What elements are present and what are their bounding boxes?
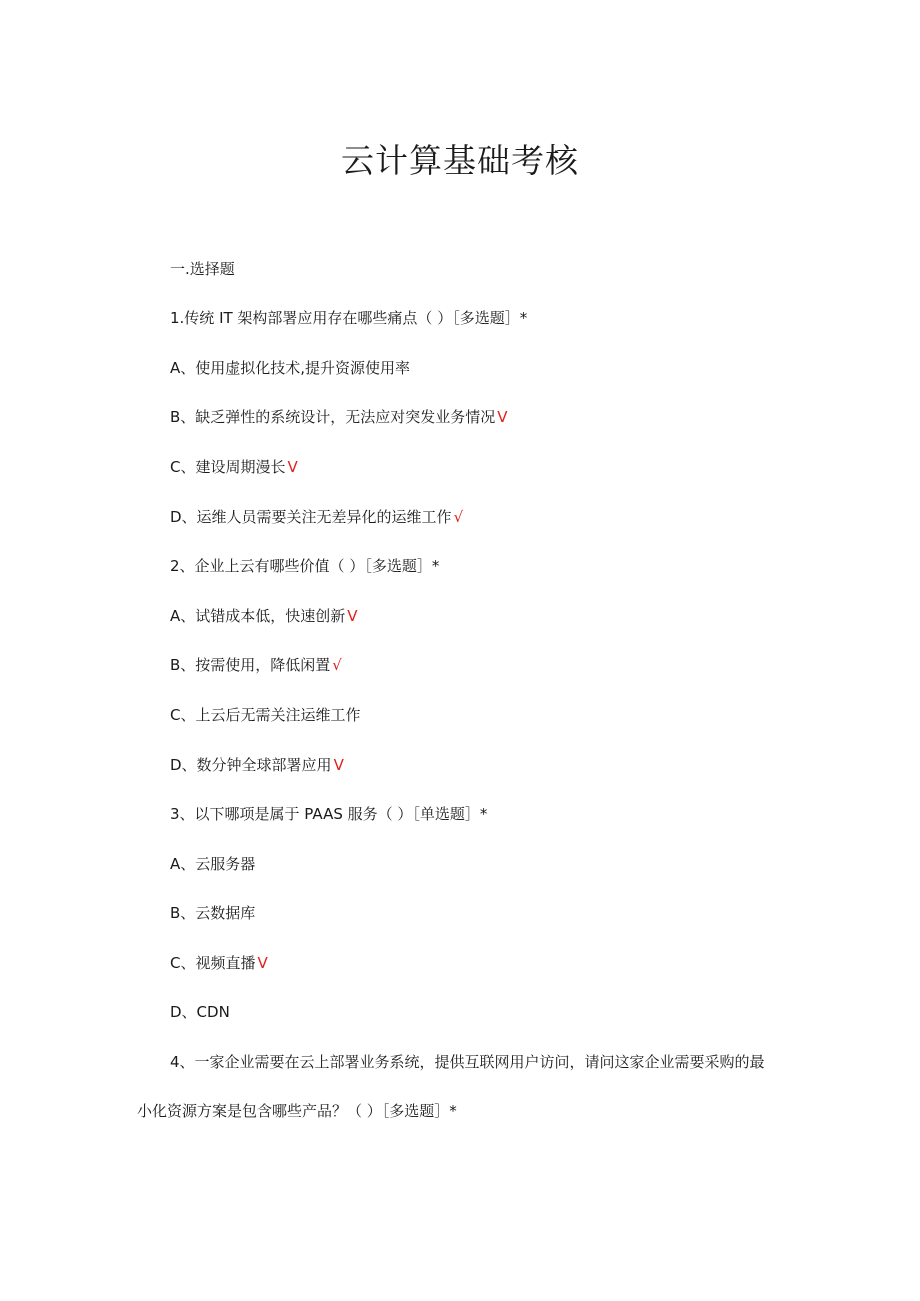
question-1-option-a [170, 357, 412, 379]
option-text: A、使用虚拟化技术,提升资源使用率 [170, 359, 411, 377]
question-2-option-d [170, 754, 344, 776]
answer-mark: V [497, 408, 508, 426]
section-heading: 一.选择题 [170, 260, 235, 278]
option-text: C、上云后无需关注运维工作 [170, 706, 361, 724]
option-text: B、云数据库 [170, 904, 256, 922]
question-3-option-d [170, 1001, 232, 1023]
question-1-stem: 1.传统 IT 架构部署应用存在哪些痛点（ ）［多选题］* [170, 309, 528, 327]
option-text: A、试错成本低，快速创新 [170, 607, 346, 625]
question-1-option-b [170, 406, 508, 428]
answer-mark: √ [332, 656, 342, 674]
question-1-option-d [170, 506, 463, 528]
option-text: D、运维人员需要关注无差异化的运维工作 [170, 508, 452, 526]
question-3-option-c [170, 952, 268, 974]
question-3-option-b [170, 902, 257, 924]
question-2-option-a [170, 605, 358, 627]
page-title: 云计算基础考核 [341, 141, 579, 180]
option-text: B、按需使用，降低闲置 [170, 656, 331, 674]
answer-mark: √ [453, 508, 464, 526]
option-text: D、CDN [170, 1003, 230, 1021]
question-2-option-b [170, 654, 342, 676]
question-1-option-c [170, 456, 298, 478]
question-3-option-a [170, 853, 257, 875]
question-4-stem-line-2: 小化资源方案是包含哪些产品？（ ）［多选题］* [137, 1102, 457, 1120]
question-2-option-c [170, 704, 362, 726]
question-2-stem: 2、企业上云有哪些价值（ ）［多选题］* [170, 557, 440, 575]
option-text: D、数分钟全球部署应用 [170, 756, 332, 774]
option-text: A、云服务器 [170, 855, 256, 873]
answer-mark: V [287, 458, 298, 476]
answer-mark: V [347, 607, 358, 625]
question-4-stem-line-1: 4、一家企业需要在云上部署业务系统，提供互联网用户访问，请问这家企业需要采购的最 [170, 1053, 765, 1071]
answer-mark: V [257, 954, 268, 972]
answer-mark: V [333, 756, 344, 774]
option-text: C、建设周期漫长 [170, 458, 286, 476]
option-text: C、视频直播 [170, 954, 256, 972]
option-text: B、缺乏弹性的系统设计，无法应对突发业务情况 [170, 408, 496, 426]
question-3-stem: 3、以下哪项是属于 PAAS 服务（ ）［单选题］* [170, 805, 488, 823]
